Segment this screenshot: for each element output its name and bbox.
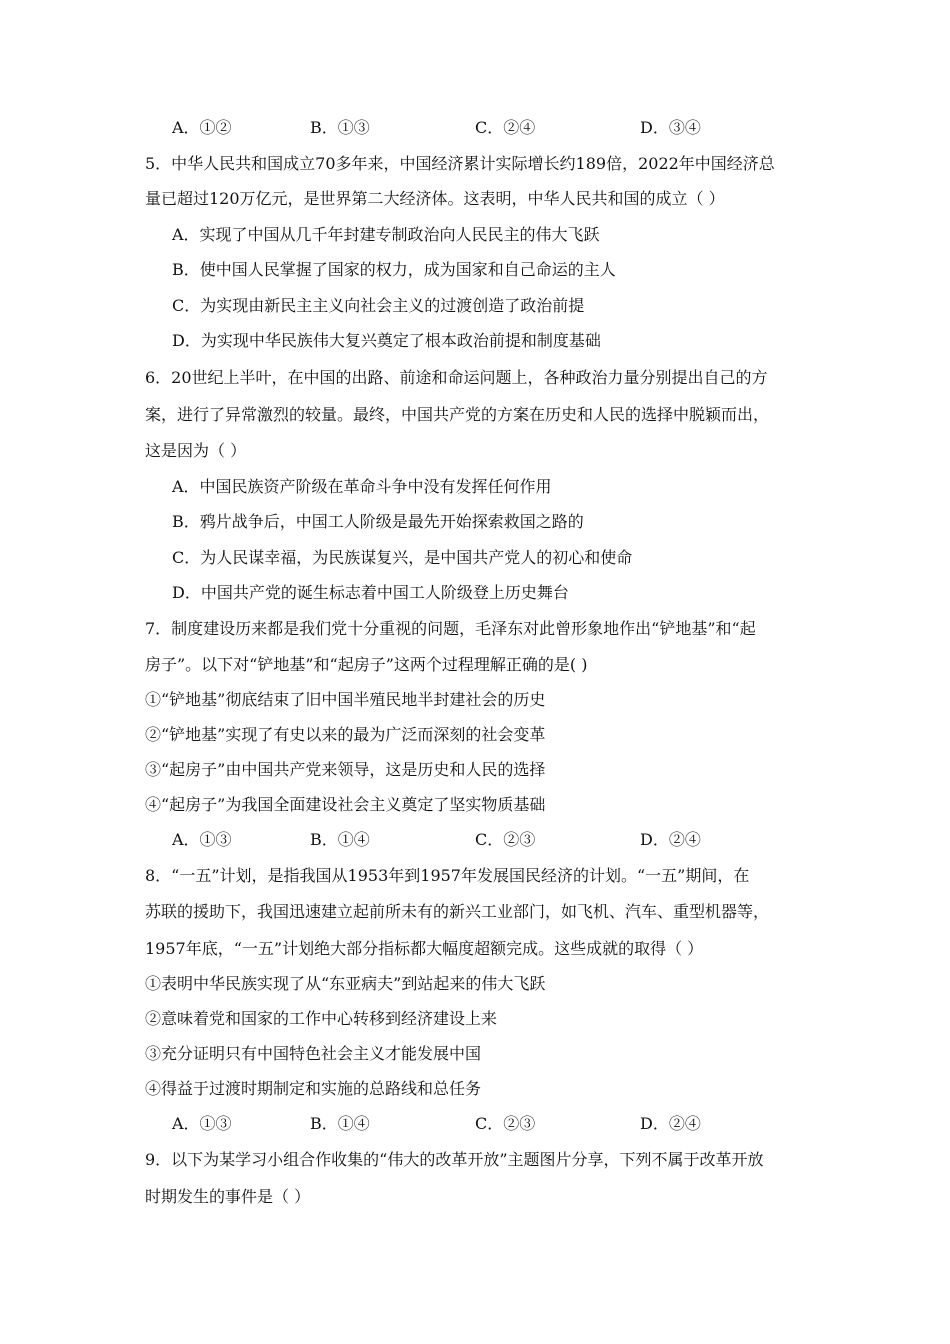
q4-options [172,118,872,138]
q6-choice-a[interactable]: A．中国民族资产阶级在革命斗争中没有发挥任何作用 [172,477,552,496]
q5-choice-a[interactable]: A．实现了中国从几千年封建专制政治向人民民主的伟大飞跃 [172,225,600,244]
q7-option-d[interactable]: D．②④ [640,830,701,849]
q8-options [172,1114,872,1134]
q7-option-b[interactable]: B．①④ [310,830,370,849]
q6-choice-d[interactable]: D．中国共产党的诞生标志着中国工人阶级登上历史舞台 [172,583,569,602]
q5-stem-line-1: 5．中华人民共和国成立70多年来，中国经济累计实际增长约189倍，2022年中国经济总 [145,154,775,173]
q7-item-4: ④“起房子”为我国全面建设社会主义奠定了坚实物质基础 [145,795,546,814]
q8-stem-line-1: 8．“一五”计划，是指我国从1953年到1957年发展国民经济的计划。“一五”期间，在 [145,866,750,885]
q9-stem-line-1: 9．以下为某学习小组合作收集的“伟大的改革开放”主题图片分享，下列不属于改革开放 [145,1150,764,1169]
q8-option-d[interactable]: D．②④ [640,1114,701,1133]
q7-option-a[interactable]: A．①③ [172,830,232,849]
q6-choice-b[interactable]: B．鸦片战争后，中国工人阶级是最先开始探索救国之路的 [172,512,584,531]
q8-item-1: ①表明中华民族实现了从“东亚病夫”到站起来的伟大飞跃 [145,974,546,993]
q8-stem-line-2: 苏联的援助下，我国迅速建立起前所未有的新兴工业部门，如飞机、汽车、重型机器等， [145,902,770,921]
q6-stem-line-2: 案，进行了异常激烈的较量。最终，中国共产党的方案在历史和人民的选择中脱颖而出， [145,405,770,424]
q5-choice-d[interactable]: D．为实现中华民族伟大复兴奠定了根本政治前提和制度基础 [172,331,601,350]
q6-stem-line-3: 这是因为（ ） [145,441,247,460]
q4-option-d[interactable]: D．③④ [640,118,701,137]
q7-options [172,830,872,850]
q5-choice-c[interactable]: C．为实现由新民主主义向社会主义的过渡创造了政治前提 [172,296,585,315]
q7-item-2: ②“铲地基”实现了有史以来的最为广泛而深刻的社会变革 [145,725,546,744]
q5-choice-b[interactable]: B．使中国人民掌握了国家的权力，成为国家和自己命运的主人 [172,260,616,279]
q7-stem-line-2: 房子”。以下对“铲地基”和“起房子”这两个过程理解正确的是( ) [145,655,588,674]
q6-stem-line-1: 6．20世纪上半叶，在中国的出路、前途和命运问题上，各种政治力量分别提出自己的方 [145,368,768,387]
q7-stem-line-1: 7．制度建设历来都是我们党十分重视的问题，毛泽东对此曾形象地作出“铲地基”和“起 [145,619,756,638]
q9-stem-line-2: 时期发生的事件是（ ） [145,1187,311,1206]
q4-option-c[interactable]: C．②④ [475,118,536,137]
q5-stem-line-2: 量已超过120万亿元，是世界第二大经济体。这表明，中华人民共和国的成立（ ） [145,189,725,208]
q7-item-3: ③“起房子”由中国共产党来领导，这是历史和人民的选择 [145,760,546,779]
q8-option-c[interactable]: C．②③ [475,1114,536,1133]
q4-option-a[interactable]: A．①② [172,118,232,137]
q4-option-b[interactable]: B．①③ [310,118,370,137]
q8-option-a[interactable]: A．①③ [172,1114,232,1133]
q6-choice-c[interactable]: C．为人民谋幸福，为民族谋复兴，是中国共产党人的初心和使命 [172,548,633,567]
q8-stem-line-3: 1957年底，“一五”计划绝大部分指标都大幅度超额完成。这些成就的取得（ ） [145,939,704,958]
q8-item-4: ④得益于过渡时期制定和实施的总路线和总任务 [145,1079,482,1098]
q8-option-b[interactable]: B．①④ [310,1114,370,1133]
q7-option-c[interactable]: C．②③ [475,830,536,849]
q8-item-2: ②意味着党和国家的工作中心转移到经济建设上来 [145,1009,498,1028]
q7-item-1: ①“铲地基”彻底结束了旧中国半殖民地半封建社会的历史 [145,690,546,709]
q8-item-3: ③充分证明只有中国特色社会主义才能发展中国 [145,1044,482,1063]
